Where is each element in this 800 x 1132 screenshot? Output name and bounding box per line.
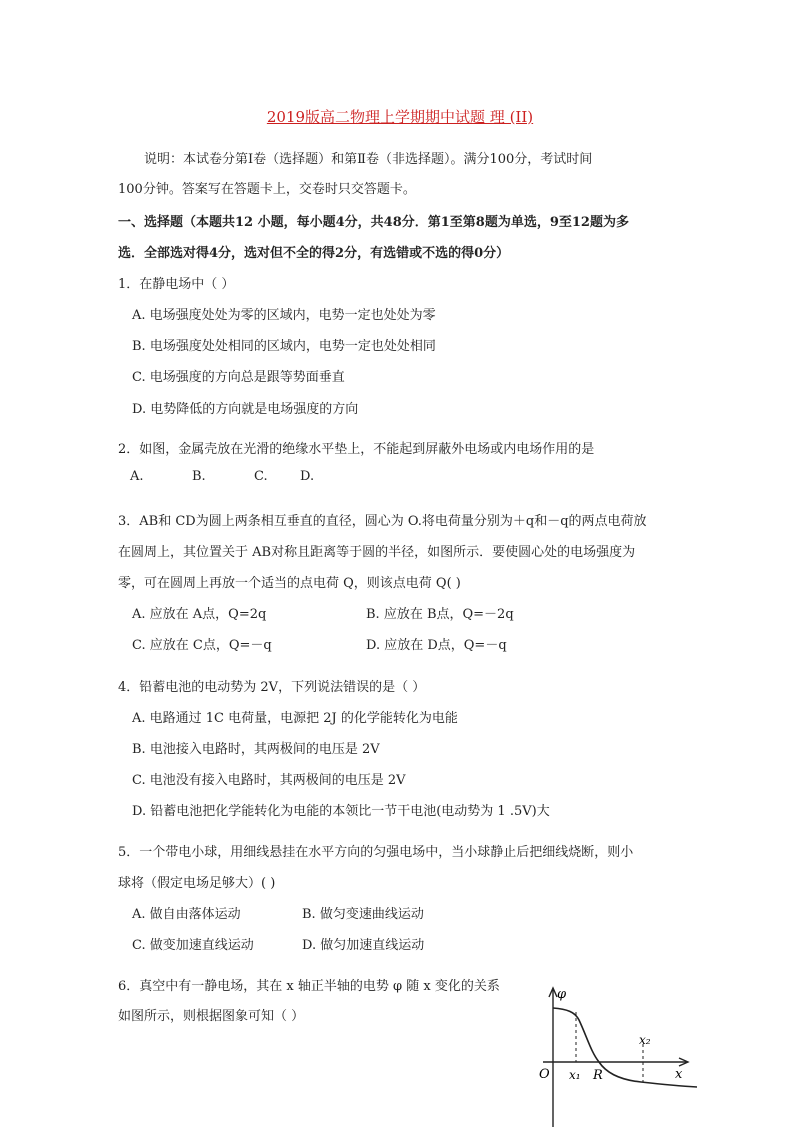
question-5-option-a: A. 做自由落体运动 [132,907,241,922]
question-6-line-2: 如图所示，则根据图象可知（ ） [118,1009,305,1024]
question-1-option-a: A. 电场强度处处为零的区域内，电势一定也处处为零 [132,308,436,323]
graph-x1-label: x₁ [569,1068,581,1082]
question-4-option-a: A. 电路通过 1C 电荷量，电源把 2J 的化学能转化为电能 [132,711,458,726]
section-heading-line-1: 一、选择题（本题共12 小题，每小题4分，共48分．第1至第8题为单选，9至12题为多 [118,215,629,230]
potential-graph [535,982,705,1132]
question-5-option-b: B. 做匀变速曲线运动 [302,907,424,922]
page-title: 2019版高二物理上学期期中试题 理 (II) [266,108,534,126]
question-2-option-a: A. [130,469,144,484]
question-4-option-b: B. 电池接入电路时，其两极间的电压是 2V [132,742,380,757]
question-5-line-2: 球将（假定电场足够大）( ) [118,876,276,891]
section-heading-line-2: 选．全部选对得4分，选对但不全的得2分，有选错或不选的得0分） [118,246,510,261]
question-5-option-c: C. 做变加速直线运动 [132,938,254,953]
graph-x-label: x [675,1067,683,1082]
question-4-option-d: D. 铅蓄电池把化学能转化为电能的本领比一节干电池(电动势为 1 .5V)大 [132,804,550,819]
question-5-line-1: 5．一个带电小球，用细线悬挂在水平方向的匀强电场中，当小球静止后把细线烧断，则小 [118,845,634,860]
question-3-option-d: D. 应放在 D点，Q=－q [366,638,507,653]
instructions-line-1: 说明：本试卷分第Ⅰ卷（选择题）和第Ⅱ卷（非选择题）。满分100分，考试时间 [144,152,593,167]
question-3-line-1: 3．AB和 CD为圆上两条相互垂直的直径，圆心为 O.将电荷量分别为＋q和－q的两点电荷放 [118,514,647,529]
question-2-option-c: C. [254,469,268,484]
question-2-option-b: B. [192,469,206,484]
graph-r-label: R [593,1068,603,1083]
question-2-option-d: D. [300,469,315,484]
graph-x2-label: x₂ [639,1033,651,1047]
question-1-option-b: B. 电场强度处处相同的区域内，电势一定也处处相同 [132,339,436,354]
question-1-option-c: C. 电场强度的方向总是跟等势面垂直 [132,370,345,385]
question-6-line-1: 6．真空中有一静电场，其在 x 轴正半轴的电势 φ 随 x 变化的关系 [118,979,500,994]
instructions-line-2: 100分钟。答案写在答题卡上，交卷时只交答题卡。 [118,182,416,197]
question-5-option-d: D. 做匀加速直线运动 [302,938,425,953]
question-3-line-2: 在圆周上，其位置关于 AB对称且距离等于圆的半径，如图所示．要使圆心处的电场强度为 [118,545,636,560]
question-1-option-d: D. 电势降低的方向就是电场强度的方向 [132,402,359,417]
graph-origin-label: O [539,1067,550,1082]
graph-y-label: φ [557,987,567,1002]
question-2-stem: 2．如图，金属壳放在光滑的绝缘水平垫上，不能起到屏蔽外电场或内电场作用的是 [118,442,595,457]
question-4-stem: 4．铅蓄电池的电动势为 2V，下列说法错误的是（ ） [118,680,426,695]
question-3-line-3: 零，可在圆周上再放一个适当的点电荷 Q，则该点电荷 Q( ) [118,576,461,591]
question-3-option-b: B. 应放在 B点，Q=－2q [366,607,514,622]
question-4-option-c: C. 电池没有接入电路时，其两极间的电压是 2V [132,773,406,788]
question-3-option-c: C. 应放在 C点，Q=－q [132,638,272,653]
question-1-stem: 1．在静电场中（ ） [118,277,235,292]
question-3-option-a: A. 应放在 A点，Q=2q [132,607,267,622]
